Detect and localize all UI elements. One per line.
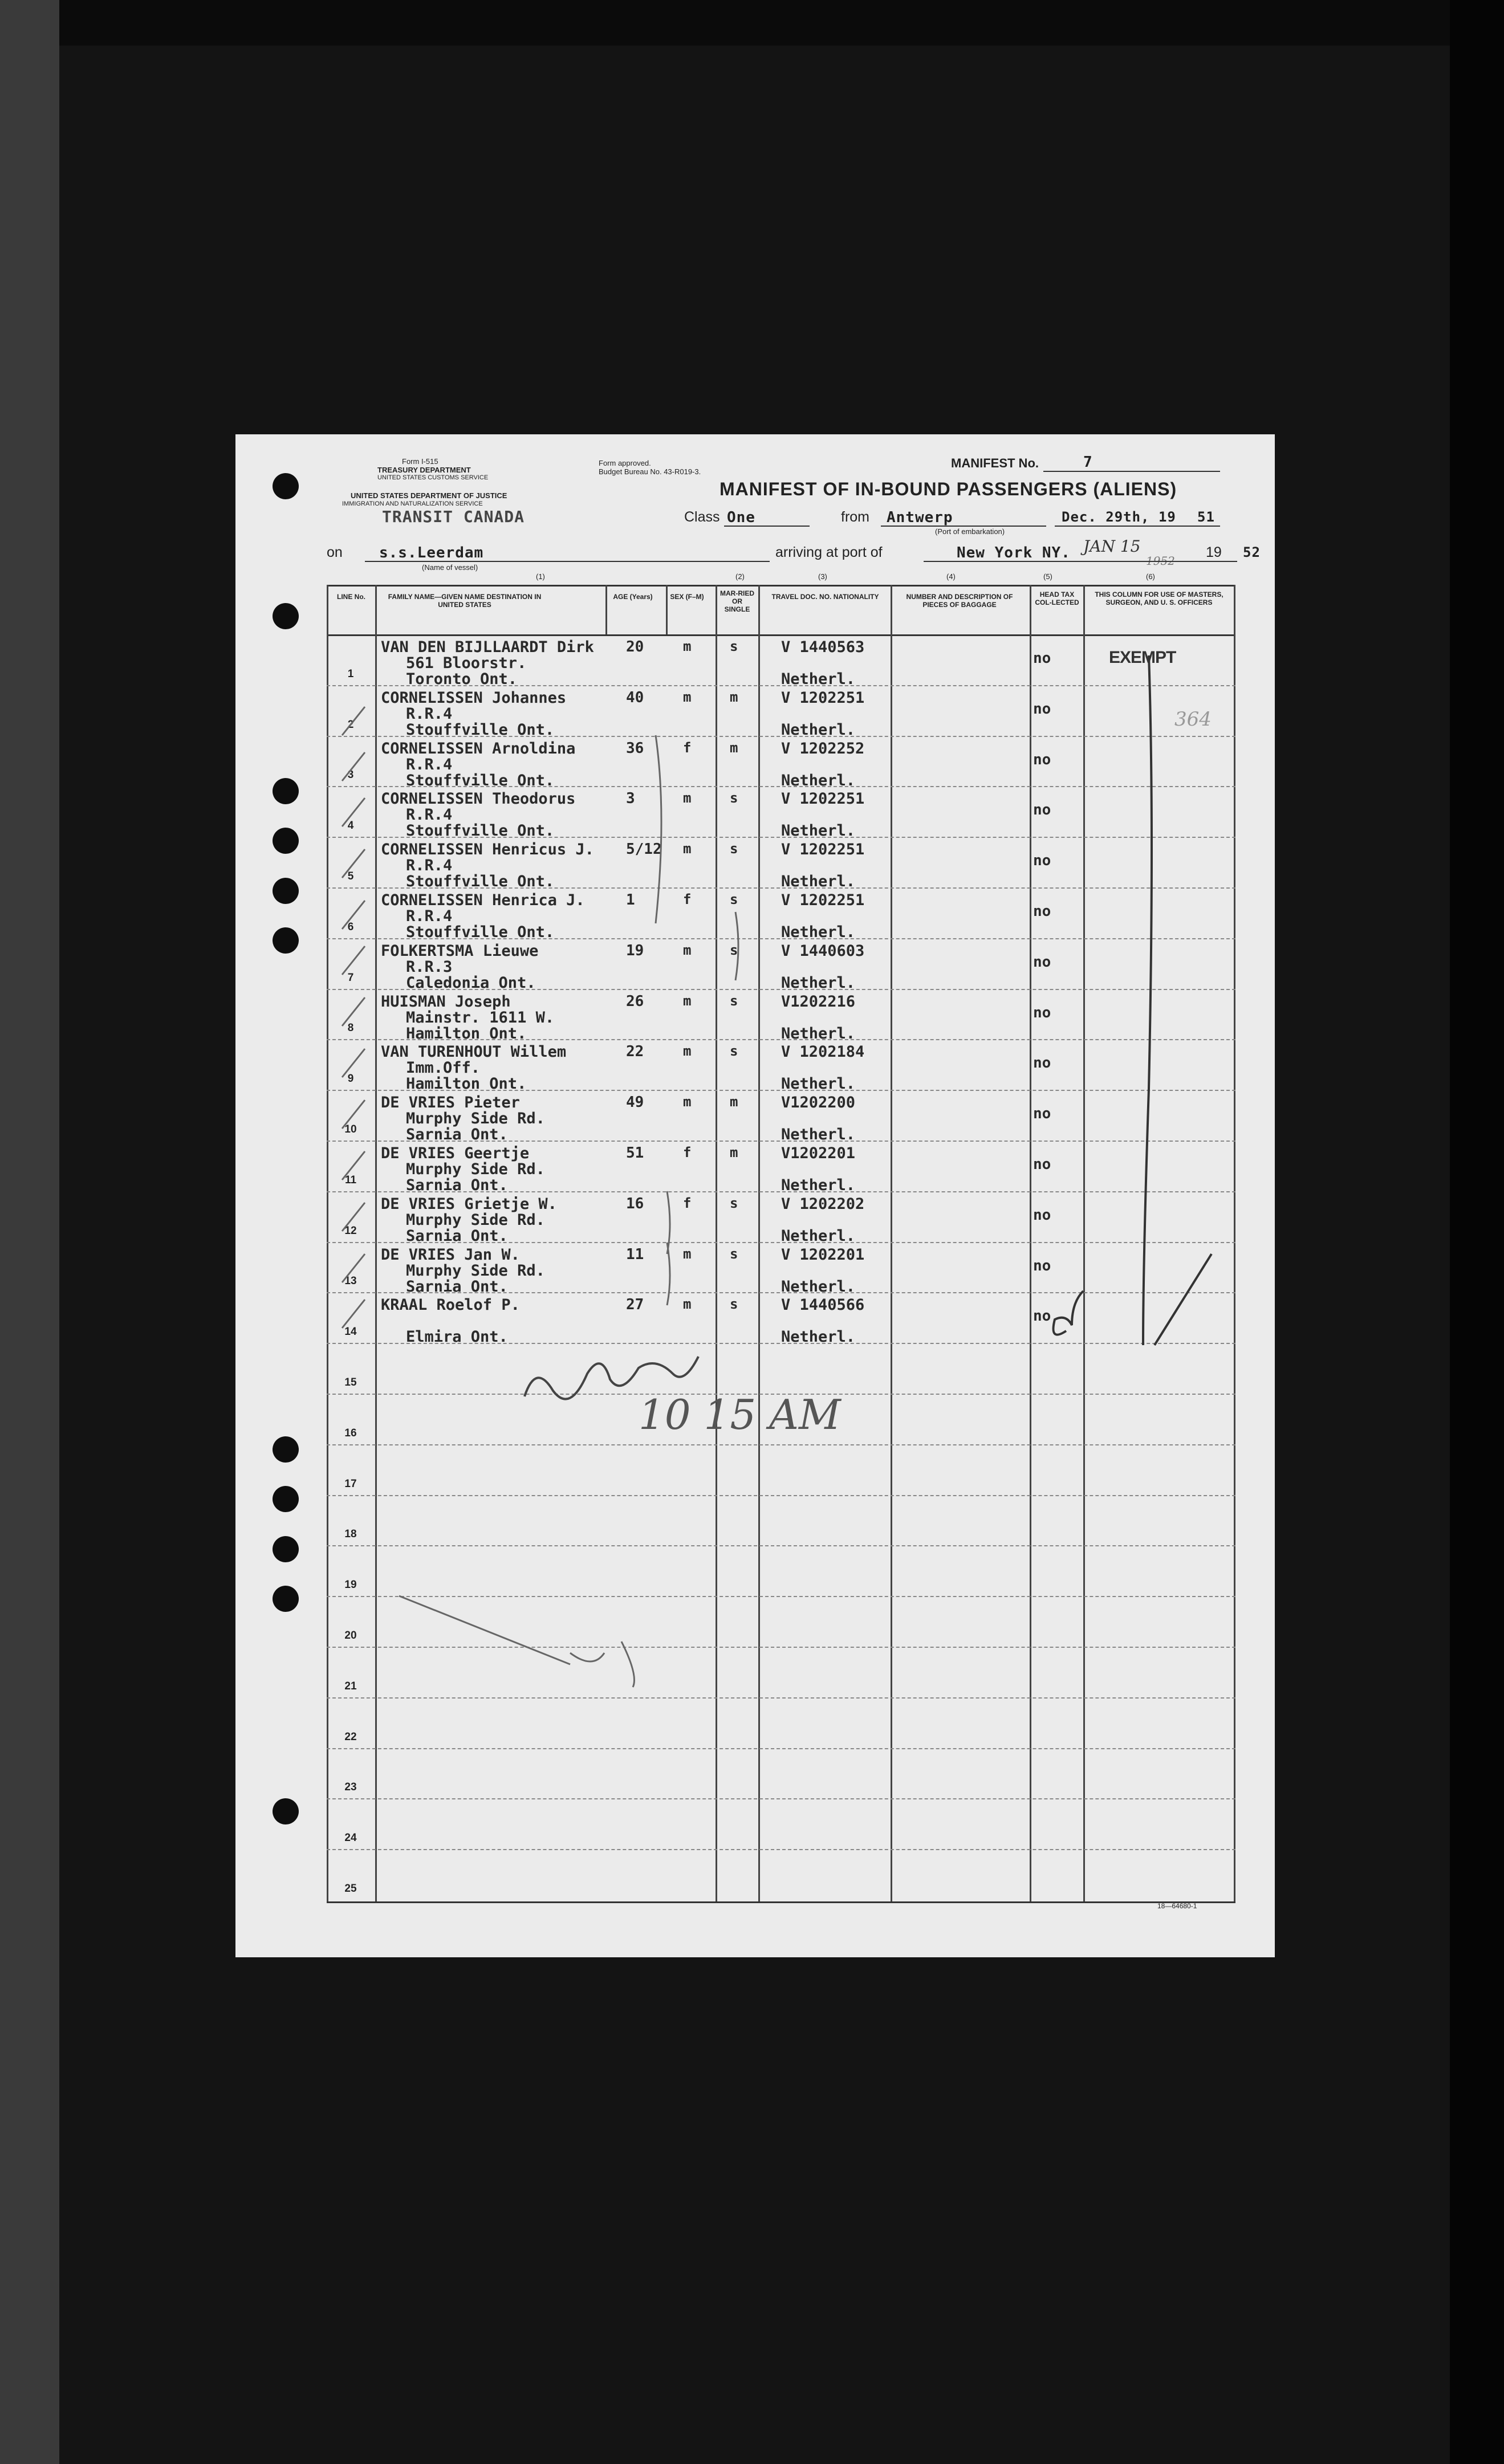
passenger-age: 22 [626,1043,644,1060]
passenger-city: Stouffville Ont. [406,923,555,941]
form-approved: Form approved. [599,459,651,467]
passenger-address: 561 Bloorstr. [406,654,527,672]
passenger-city: Sarnia Ont. [406,1227,508,1245]
passenger-sex: m [683,689,692,705]
arrival-day-stamp: JAN 15 [1083,537,1141,556]
travel-doc-no: V 1440566 [781,1296,865,1314]
passenger-age: 19 [626,942,644,959]
mark-364: 364 [1174,708,1212,731]
row-divider [327,1798,1235,1799]
line-number: 17 [344,1478,357,1490]
passenger-city: Stouffville Ont. [406,822,555,840]
passenger-city: Hamilton Ont. [406,1025,527,1042]
passenger-address: R.R.3 [406,958,453,976]
line-number: 4 [347,820,354,832]
line-number: 20 [344,1630,357,1642]
punch-hole [273,1586,299,1612]
passenger-name: CORNELISSEN Henrica J. [381,891,585,909]
line-number: 3 [347,769,354,781]
passenger-sex: f [683,1145,692,1160]
head-tax: no [1033,1105,1051,1122]
passenger-address: R.R.4 [406,907,453,925]
passenger-sex: m [683,942,692,958]
head-tax: no [1033,700,1051,718]
passenger-sex: m [683,1094,692,1110]
col-sep-line [327,585,328,1901]
passenger-city: Sarnia Ont. [406,1278,508,1296]
passenger-sex: m [683,1043,692,1059]
passenger-sex: m [683,1246,692,1262]
nationality: Netherl. [781,1126,856,1143]
manifest-no-label: MANIFEST No. [951,456,1039,470]
film-edge-left [0,0,59,2464]
passenger-sex: m [683,993,692,1009]
col-header-officers: THIS COLUMN FOR USE OF MASTERS, SURGEON, AND U. S. OFFICERS [1095,590,1223,606]
nationality: Netherl. [781,772,856,789]
row-divider [327,1444,1235,1445]
head-tax: no [1033,1156,1051,1173]
travel-doc-no: V 1440563 [781,638,865,656]
col-header-line: LINE No. [337,593,365,601]
passenger-address: Murphy Side Rd. [406,1110,545,1127]
punch-hole [273,1436,299,1463]
line-number: 11 [344,1174,357,1186]
passenger-city: Hamilton Ont. [406,1075,527,1093]
travel-doc-no: V 1202251 [781,841,865,858]
row-divider [327,1647,1235,1648]
passenger-city: Elmira Ont. [406,1328,508,1346]
passenger-marital: s [730,891,738,907]
head-tax: no [1033,1257,1051,1274]
punch-hole [273,1798,299,1824]
embarkation-port: Antwerp [887,509,953,526]
manifest-title: MANIFEST OF IN-BOUND PASSENGERS (ALIENS) [720,479,1177,499]
nationality: Netherl. [781,721,856,739]
manifest-no-value: 7 [1083,454,1093,471]
line-number: 5 [347,870,354,882]
passenger-name: FOLKERTSMA Lieuwe [381,942,539,960]
travel-doc-no: V 1202201 [781,1246,865,1264]
punch-hole [273,778,299,804]
customs-service: UNITED STATES CUSTOMS SERVICE [377,474,489,481]
passenger-marital: s [730,790,738,806]
col-num-4: (4) [946,572,956,581]
passenger-age: 16 [626,1195,644,1212]
col-num-2: (2) [735,572,745,581]
nationality: Netherl. [781,1227,856,1245]
class-line [724,526,810,527]
line-number: 9 [347,1073,354,1085]
head-tax: no [1033,1004,1051,1021]
punch-hole [273,878,299,904]
passenger-marital: s [730,1195,738,1211]
passenger-age: 1 [626,891,635,909]
line-number: 22 [344,1731,357,1743]
passenger-address: Imm.Off. [406,1059,481,1077]
travel-doc-no: V 1202251 [781,689,865,707]
passenger-city: Stouffville Ont. [406,772,555,789]
from-label: from [841,509,869,525]
nationality: Netherl. [781,670,856,688]
col-header-baggage: NUMBER AND DESCRIPTION OF PIECES OF BAGGAGE [906,593,1013,609]
col-header-tax: HEAD TAX COL-LECTED [1035,590,1079,606]
col-num-5: (5) [1043,572,1052,581]
table-header-bottom [327,634,1235,636]
punch-hole [273,1536,299,1562]
passenger-marital: m [730,1145,738,1160]
passenger-age: 40 [626,689,644,706]
line-number: 8 [347,1022,354,1034]
head-tax: no [1033,650,1051,667]
passenger-city: Caledonia Ont. [406,974,536,992]
passenger-name: DE VRIES Grietje W. [381,1195,557,1213]
head-tax: no [1033,1054,1051,1072]
table-bottom-border [327,1901,1235,1903]
passenger-address: R.R.4 [406,705,453,723]
col-sep-officers [1083,585,1085,1901]
line-number: 16 [344,1427,357,1439]
arrival-port: New York NY. [957,544,1071,561]
col-header-marital: MAR-RIED OR SINGLE [720,589,754,613]
head-tax: no [1033,801,1051,818]
travel-doc-no: V 1202202 [781,1195,865,1213]
line-number: 15 [344,1376,357,1388]
travel-doc-no: V 1202184 [781,1043,865,1061]
passenger-city: Stouffville Ont. [406,873,555,890]
vessel-caption: (Name of vessel) [422,563,478,572]
col-header-age: AGE (Years) [613,593,653,601]
passenger-address: R.R.4 [406,857,453,874]
passenger-marital: s [730,942,738,958]
row-divider [327,1748,1235,1749]
passenger-address: Murphy Side Rd. [406,1211,545,1229]
passenger-name: VAN DEN BIJLLAARDT Dirk [381,638,594,656]
travel-doc-no: V 1440603 [781,942,865,960]
arrival-line [924,561,1237,562]
passenger-age: 36 [626,740,644,757]
passenger-marital: m [730,740,738,756]
budget-bureau: Budget Bureau No. 43-R019-3. [599,467,701,476]
passenger-marital: m [730,1094,738,1110]
nationality: Netherl. [781,974,856,992]
manifest-no-line [1043,471,1220,472]
col-sep-baggage [891,585,892,1901]
nationality: Netherl. [781,873,856,890]
line-number: 12 [344,1225,357,1237]
passenger-sex: m [683,638,692,654]
head-tax: no [1033,1308,1051,1325]
passenger-age: 49 [626,1094,644,1111]
head-tax: no [1033,1207,1051,1224]
vessel-line [365,561,770,562]
col-num-6: (6) [1146,572,1155,581]
passenger-address: Mainstr. 1611 W. [406,1009,555,1027]
footer-code: 18—64680-1 [1157,1902,1197,1910]
travel-doc-no: V1202216 [781,993,856,1011]
passenger-age: 26 [626,993,644,1010]
passenger-name: KRAAL Roelof P. [381,1296,520,1314]
col-num-1: (1) [536,572,545,581]
punch-hole [273,603,299,629]
col-sep-sex [666,585,668,634]
passenger-address: R.R.4 [406,756,453,773]
travel-doc-no: V 1202252 [781,740,865,757]
col-header-sex: SEX (F–M) [670,593,704,601]
line-number: 1 [347,668,354,680]
arrival-year-prefix: 19 [1206,544,1222,560]
punch-hole [273,1486,299,1512]
nationality: Netherl. [781,1176,856,1194]
film-edge-right [1450,0,1504,2464]
passenger-address: Murphy Side Rd. [406,1160,545,1178]
line-number: 6 [347,921,354,933]
passenger-marital: s [730,1296,738,1312]
col-sep-name [375,585,377,1901]
passenger-age: 20 [626,638,644,655]
date-line [1055,526,1220,527]
embarkation-year: 51 [1197,509,1215,525]
passenger-sex: f [683,740,692,756]
passenger-marital: s [730,841,738,857]
travel-doc-no: V 1202251 [781,891,865,909]
passenger-sex: m [683,841,692,857]
nationality: Netherl. [781,1075,856,1093]
year-stamp: 1952 [1146,554,1175,568]
nationality: Netherl. [781,1278,856,1296]
col-header-name: FAMILY NAME—GIVEN NAME DESTINATION IN UNITED STATES [388,593,542,609]
passenger-marital: s [730,1246,738,1262]
head-tax: no [1033,903,1051,920]
passenger-marital: s [730,993,738,1009]
arriving-label: arriving at port of [775,544,883,560]
arrival-year: 52 [1243,544,1261,560]
passenger-marital: s [730,638,738,654]
travel-doc-no: V1202201 [781,1145,856,1162]
from-line [881,526,1046,527]
row-divider [327,1596,1235,1597]
passenger-city: Toronto Ont. [406,670,518,688]
passenger-sex: f [683,1195,692,1211]
passenger-sex: m [683,1296,692,1312]
port-caption: (Port of embarkation) [935,527,1005,536]
passenger-address: R.R.4 [406,806,453,824]
passenger-age: 3 [626,790,635,807]
passenger-address: Murphy Side Rd. [406,1262,545,1280]
class-label: Class [684,509,720,525]
line-number: 24 [344,1832,357,1844]
line-number: 13 [344,1275,357,1287]
col-sep-age [605,585,607,634]
col-num-3: (3) [818,572,827,581]
form-number: Form I-515 [402,457,438,466]
travel-doc-no: V1202200 [781,1094,856,1111]
passenger-marital: s [730,1043,738,1059]
passenger-city: Sarnia Ont. [406,1126,508,1143]
passenger-name: VAN TURENHOUT Willem [381,1043,567,1061]
passenger-name: DE VRIES Geertje [381,1145,530,1162]
treasury-dept: TREASURY DEPARTMENT [377,466,471,474]
passenger-name: DE VRIES Jan W. [381,1246,520,1264]
passenger-name: HUISMAN Joseph [381,993,511,1011]
col-sep-tax [1030,585,1031,1901]
head-tax: no [1033,751,1051,768]
table-top-border [327,585,1235,587]
passenger-name: DE VRIES Pieter [381,1094,520,1111]
passenger-sex: f [683,891,692,907]
line-number: 19 [344,1579,357,1591]
exempt-stamp: EXEMPT [1109,648,1176,667]
line-number: 10 [344,1123,357,1135]
travel-doc-no: V 1202251 [781,790,865,808]
line-number: 25 [344,1883,357,1895]
passenger-name: CORNELISSEN Arnoldina [381,740,576,757]
punch-hole [273,473,299,499]
line-number: 21 [344,1680,357,1692]
row-divider [327,1849,1235,1850]
punch-hole [273,927,299,954]
line-number: 18 [344,1528,357,1540]
punch-hole [273,828,299,854]
passenger-city: Stouffville Ont. [406,721,555,739]
head-tax: no [1033,852,1051,869]
nationality: Netherl. [781,1328,856,1346]
embarkation-date: Dec. 29th, 19 [1062,509,1176,525]
col-sep-doc [758,585,760,1901]
line-number: 7 [347,972,354,984]
justice-dept: UNITED STATES DEPARTMENT OF JUSTICE [351,491,507,500]
head-tax: no [1033,954,1051,971]
col-sep-marital [716,585,717,1901]
col-header-doc: TRAVEL DOC. NO. NATIONALITY [771,593,879,601]
passenger-age: 11 [626,1246,644,1263]
passenger-age: 5/12 [626,841,662,858]
passenger-name: CORNELISSEN Theodorus [381,790,576,808]
passenger-age: 27 [626,1296,644,1313]
ins-service: IMMIGRATION AND NATURALIZATION SERVICE [342,500,483,507]
line-number: 23 [344,1781,357,1793]
passenger-city: Sarnia Ont. [406,1176,508,1194]
transit-stamp: TRANSIT CANADA [382,507,525,526]
line-number: 2 [347,719,354,731]
row-divider [327,1495,1235,1496]
row-divider [327,1545,1235,1546]
time-note: 10 15 AM [639,1391,841,1439]
class-value: One [727,509,755,526]
passenger-age: 51 [626,1145,644,1162]
passenger-name: CORNELISSEN Johannes [381,689,567,707]
passenger-marital: m [730,689,738,705]
vessel-name: s.s.Leerdam [379,544,484,561]
line-number: 14 [344,1326,357,1338]
nationality: Netherl. [781,822,856,840]
row-divider [327,1697,1235,1699]
on-label: on [327,544,343,560]
nationality: Netherl. [781,1025,856,1042]
passenger-sex: m [683,790,692,806]
passenger-name: CORNELISSEN Henricus J. [381,841,594,858]
col-sep-right [1234,585,1235,1901]
nationality: Netherl. [781,923,856,941]
